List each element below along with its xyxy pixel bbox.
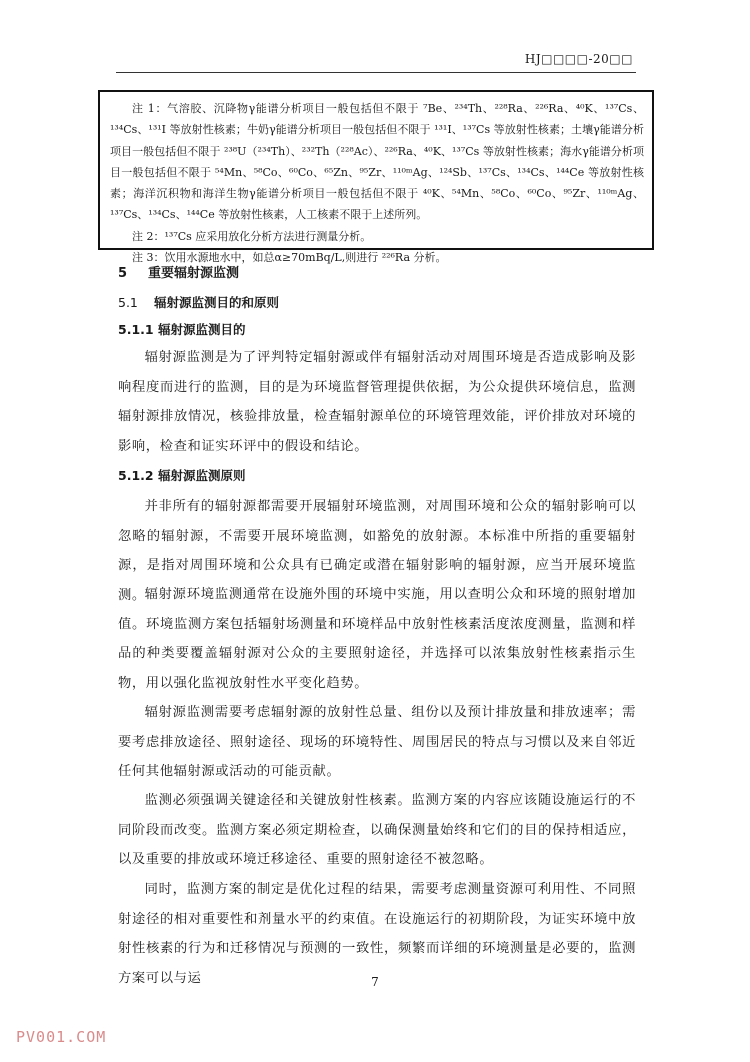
note-1: 注 1：气溶胶、沉降物γ能谱分析项目一般包括但不限于 ⁷Be、²³⁴Th、²²⁸Ra、²²⁶Ra、⁴⁰K、¹³⁷Cs、¹³⁴Cs、¹³¹I 等放射性核素；牛奶γ能谱分析项目一般包括但不限于 ¹³¹I、¹³⁷Cs 等放射性核素；土壤γ能谱分析项目一般包括但不限于 ²³⁸U（²³⁴Th）、²³²Th（²²⁸Ac）、²²⁶Ra、⁴⁰K、¹³⁷Cs 等放射性核素；海水γ能谱分析项目一般包括但不限于 ⁵⁴Mn、⁵⁸Co、⁶⁰Co、⁶⁵Zn、⁹⁵Zr、¹¹⁰ᵐAg、¹²⁴Sb、¹³⁷Cs、¹³⁴Cs、¹⁴⁴Ce 等放射性核素；海洋沉积物和海洋生物γ能谱分析项目一般包括但不限于 ⁴⁰K、⁵⁴Mn、⁵⁸Co、⁶⁰Co、⁹⁵Zr、¹¹⁰ᵐAg、¹³⁷Cs、¹³⁴Cs、¹⁴⁴Ce 等放射性核素，人工核素不限于上述所列。 — [110, 102, 644, 222]
note-2: 注 2：¹³⁷Cs 应采用放化分析方法进行测量分析。 — [132, 229, 372, 243]
section-5-title: 重要辐射源监测 — [148, 266, 240, 281]
paragraph-source-considerations: 辐射源监测需要考虑辐射源的放射性总量、组份以及预计排放量和排放速率；需要考虑排放途径、照射途径、现场的环境特性、周围居民的特点与习惯以及来自邻近任何其他辐射源或活动的可能贡献。 — [118, 705, 636, 779]
section-5-1-heading — [118, 293, 279, 311]
section-5-1-title: 辐射源监测目的和原则 — [154, 295, 280, 310]
paragraph-environmental-monitoring: 辐射源环境监测通常在设施外围的环境中实施，用以查明公众和环境的照射增加值。环境监测方案包括辐射场测量和环境样品中放射性核素活度浓度测量，监测和样品的种类要覆盖辐射源对公众的主要照射途径，并选择可以浓集放射性核素指示生物，用以强化监视放射性水平变化趋势。 — [118, 587, 636, 691]
section-5-1-number: 5.1 — [118, 295, 138, 310]
header-divider — [116, 72, 636, 73]
document-code: HJ□□□□-20□□ — [524, 52, 633, 66]
paragraph-optimization: 同时，监测方案的制定是优化过程的结果，需要考虑测量资源可利用性、不同照射途径的相对重要性和剂量水平的约束值。在设施运行的初期阶段，为证实环境中放射性核素的行为和迁移情况与预测的一致性，频繁而详细的环境测量是必要的，监测方案可以与运 — [118, 882, 636, 986]
note-3: 注 3：饮用水源地水中，如总α≥70mBq/L,则进行 ²²⁶Ra 分析。 — [132, 251, 447, 265]
paragraph-key-pathways: 监测必须强调关键途径和关键放射性核素。监测方案的内容应该随设施运行的不同阶段而改变。监测方案必须定期检查，以确保测量始终和它们的目的保持相适应，以及重要的排放或环境迁移途径、重要的照射途径不被忽略。 — [118, 793, 636, 867]
paragraph-monitoring-purpose: 辐射源监测是为了评判特定辐射源或伴有辐射活动对周围环境是否造成影响及影响程度而进行的监测，目的是为环境监督管理提供依据，为公众提供环境信息，监测辐射源排放情况，核验排放量，检查辐射源单位的环境管理效能，评价排放对环境的影响，检查和证实环评中的假设和结论。 — [118, 350, 636, 454]
paragraph-monitoring-scope: 并非所有的辐射源都需要开展辐射环境监测，对周围环境和公众的辐射影响可以忽略的辐射源，不需要开展环境监测，如豁免的放射源。本标准中所指的重要辐射源，是指对周围环境和公众具有已确定或潜在辐射影响的辐射源，应当开展环境监测。 — [118, 499, 636, 603]
watermark-text: PV001.COM — [16, 1028, 107, 1046]
section-5-1-2-heading: 5.1.2 辐射源监测原则 — [118, 468, 246, 483]
section-5-heading — [118, 262, 239, 281]
page-number: 7 — [371, 975, 379, 989]
section-5-number: 5 — [118, 266, 128, 281]
notes-box — [98, 90, 654, 265]
section-5-1-1-heading: 5.1.1 辐射源监测目的 — [118, 322, 246, 337]
